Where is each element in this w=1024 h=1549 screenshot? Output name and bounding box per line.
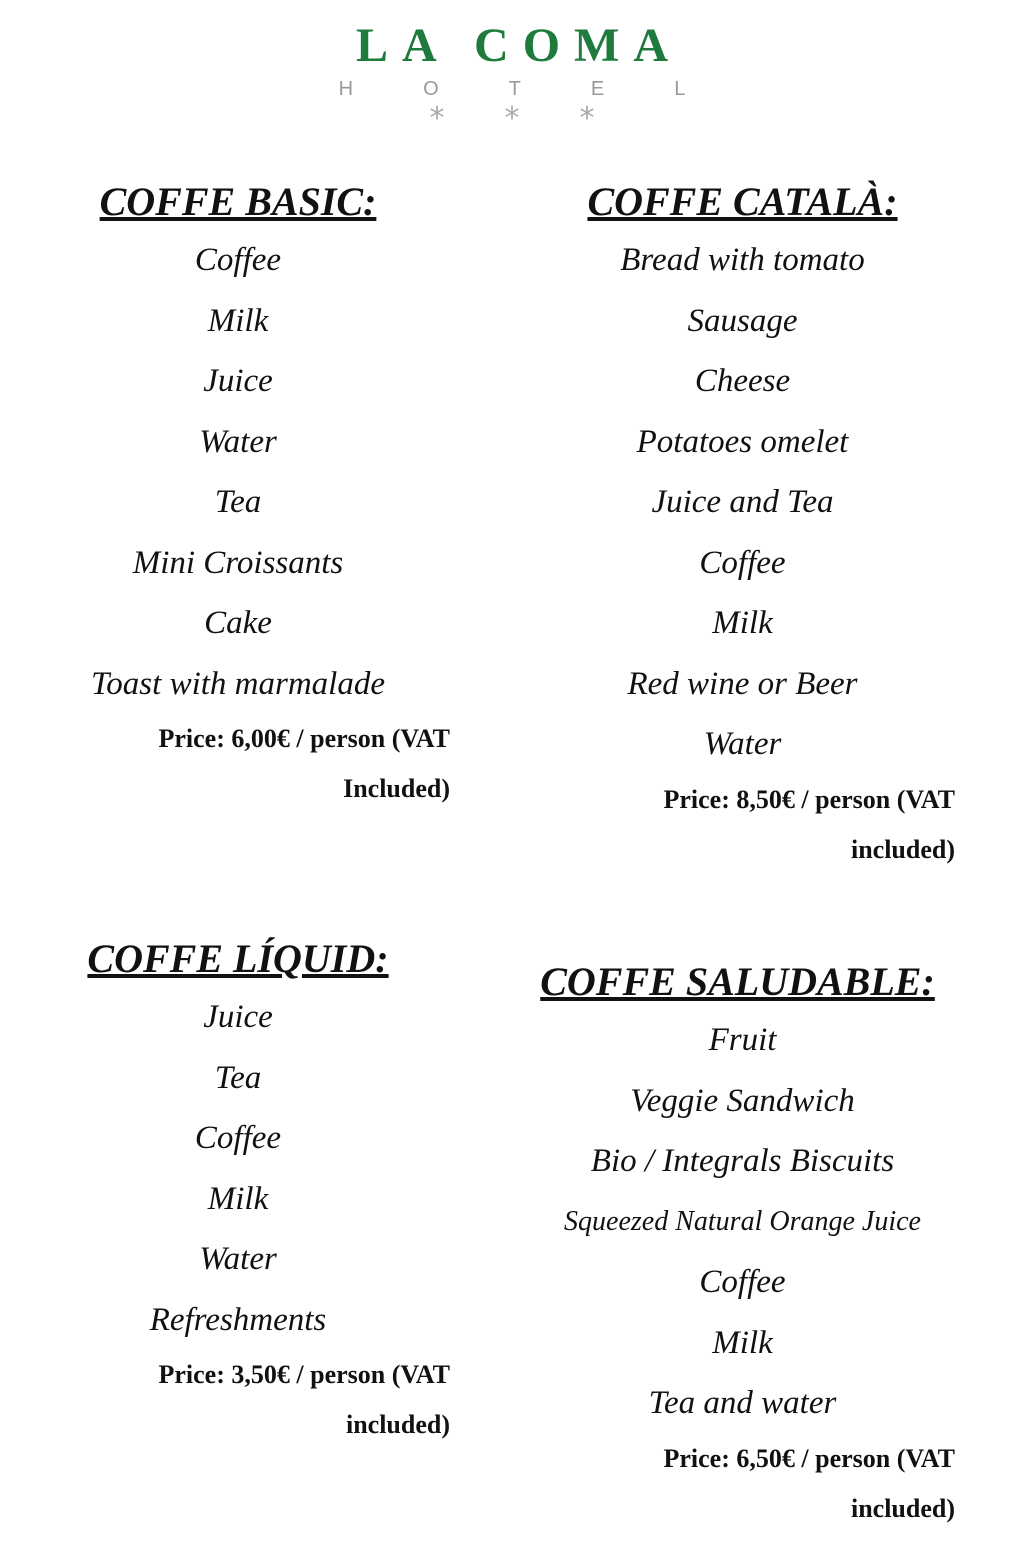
item-list — [60, 987, 450, 1350]
menu-item: Cheese — [694, 363, 791, 399]
menu-item: Water — [199, 423, 277, 460]
menu-item: Bread with tomato — [620, 242, 865, 278]
price-line: Price: 3,50€ / person (VAT — [158, 1360, 450, 1389]
menu-item: Juice — [203, 999, 273, 1035]
menu-item: Milk — [207, 302, 269, 339]
menu-item: Tea — [214, 484, 262, 520]
menu-section-coffe-catala — [530, 180, 955, 875]
menu-item: Coffee — [194, 242, 282, 278]
menu-item: Coffee — [699, 544, 786, 581]
price-line: included) — [345, 1410, 450, 1439]
menu-item: Squeezed Natural Orange Juice — [564, 1205, 921, 1237]
menu-section-coffe-basic — [60, 180, 450, 814]
menu-section-coffe-liquid — [60, 937, 450, 1450]
menu-item: Water — [703, 726, 782, 762]
section-title: COFFE LÍQUID: — [87, 936, 389, 981]
menu-item: Fruit — [708, 1022, 777, 1058]
price-line: Included) — [343, 774, 450, 803]
menu-item: Water — [199, 1241, 277, 1277]
menu-item: Tea and water — [648, 1385, 837, 1421]
item-list — [60, 230, 450, 714]
menu-item: Red wine or Beer — [627, 665, 858, 702]
menu-item: Mini Croissants — [132, 544, 344, 581]
logo-subtitle: HOTEL — [338, 78, 756, 100]
menu-item: Refreshments — [149, 1301, 327, 1338]
price-line: Price: 8,50€ / person (VAT — [663, 784, 955, 814]
hotel-logo — [0, 20, 1024, 136]
menu-item: Milk — [712, 1324, 773, 1361]
menu-item: Coffee — [699, 1264, 786, 1300]
item-list — [530, 230, 955, 775]
menu-item: Sausage — [687, 302, 798, 339]
section-title: COFFE CATALÀ: — [587, 179, 898, 224]
menu-item: Cake — [204, 605, 272, 641]
logo-name: LA COMA — [356, 19, 682, 72]
price-line: included) — [850, 1493, 955, 1523]
menu-item: Milk — [712, 605, 773, 641]
menu-section-coffe-saludable — [520, 960, 955, 1534]
menu-item: Veggie Sandwich — [630, 1082, 855, 1119]
menu-item: Tea — [214, 1059, 262, 1096]
price-line: included) — [850, 834, 955, 864]
price-line: Price: 6,50€ / person (VAT — [663, 1443, 955, 1473]
menu-item: Coffee — [194, 1120, 282, 1156]
price-line: Price: 6,00€ / person (VAT — [158, 724, 450, 753]
menu-item: Bio / Integrals Biscuits — [590, 1143, 895, 1179]
menu-item: Toast with marmalade — [90, 665, 385, 702]
section-title: COFFE BASIC: — [99, 179, 377, 224]
item-list — [520, 1010, 955, 1434]
menu-item: Potatoes omelet — [636, 423, 849, 460]
menu-item: Milk — [207, 1180, 269, 1217]
section-title: COFFE SALUDABLE: — [540, 959, 935, 1004]
menu-item: Juice — [203, 363, 273, 399]
menu-item: Juice and Tea — [651, 484, 834, 520]
logo-stars: *** — [429, 101, 655, 136]
